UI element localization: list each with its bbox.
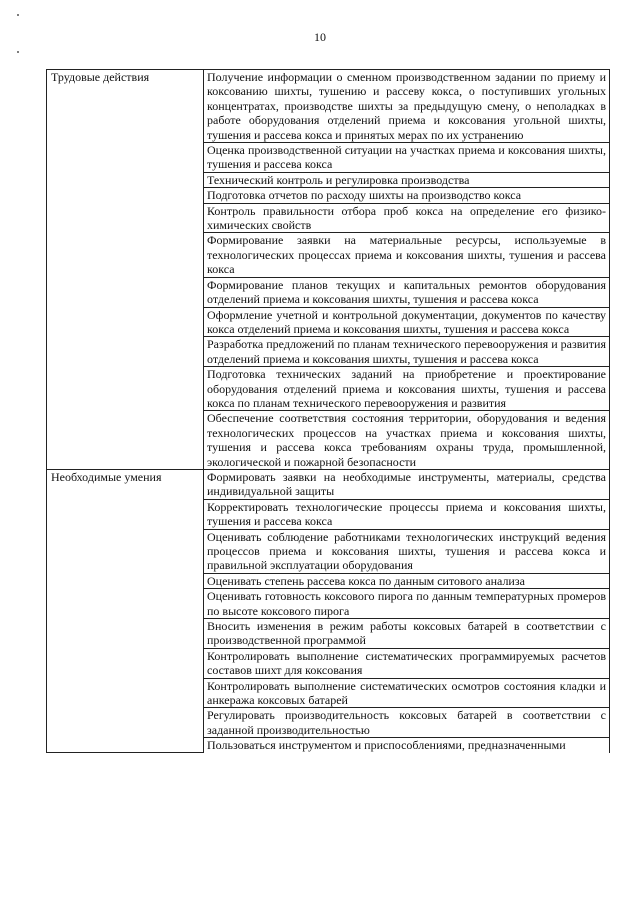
- section-label: Трудовые действия: [47, 70, 204, 470]
- item-text: Получение информации о сменном производственном задании по приему и коксованию шихты, тушению и рассеву кокса, о поступивших угольных концентратах, производстве шихты за предыдущую смену, о неполадках в работе оборудования отделений приема и коксования угольной шихты, тушения и рассева кокса и принятых мерах по их устранению: [204, 70, 610, 143]
- item-text: Пользоваться инструментом и приспособлениями, предназначенными: [204, 738, 610, 753]
- item-text: Подготовка технических заданий на приобретение и проектирование оборудования отделений приема и коксования шихты, тушения и рассева кокса по планам технического перевооружения и развития: [204, 367, 610, 411]
- item-text: Контролировать выполнение систематических программируемых расчетов составов шихт для коксования: [204, 648, 610, 678]
- item-text: Обеспечение соответствия состояния территории, оборудования и ведения технологических процессов на участках приема и коксования шихты, тушения и рассева кокса требованиям охраны труда, промышленной, экологической и пожарной безопасности: [204, 411, 610, 470]
- scan-speck: [17, 14, 19, 16]
- section-label: Необходимые умения: [47, 469, 204, 752]
- document-table: [46, 69, 610, 753]
- item-text: Подготовка отчетов по расходу шихты на производство кокса: [204, 188, 610, 203]
- item-text: Корректировать технологические процессы приема и коксования шихты, тушения и рассева кокса: [204, 499, 610, 529]
- item-text: Технический контроль и регулировка производства: [204, 172, 610, 187]
- item-text: Формировать заявки на необходимые инструменты, материалы, средства индивидуальной защиты: [204, 469, 610, 499]
- item-text: Вносить изменения в режим работы коксовых батарей в соответствии с производственной программой: [204, 619, 610, 649]
- item-text: Регулировать производительность коксовых батарей в соответствии с заданной производительностью: [204, 708, 610, 738]
- item-text: Формирование заявки на материальные ресурсы, используемые в технологических процессах приема и коксования шихты, тушения и рассева кокса: [204, 233, 610, 277]
- scan-speck: [17, 51, 19, 53]
- item-text: Формирование планов текущих и капитальных ремонтов оборудования отделений приема и коксования шихты, тушения и рассева кокса: [204, 277, 610, 307]
- item-text: Оценивать готовность коксового пирога по данным температурных промеров по высоте коксового пирога: [204, 589, 610, 619]
- item-text: Контролировать выполнение систематических осмотров состояния кладки и анкеража коксовых батарей: [204, 678, 610, 708]
- table-row: [47, 70, 610, 143]
- item-text: Оценивать соблюдение работниками технологических инструкций ведения процессов приема и коксования шихты, тушения и рассева кокса и правильной эксплуатации оборудования: [204, 529, 610, 573]
- item-text: Оценка производственной ситуации на участках приема и коксования шихты, тушения и рассева кокса: [204, 143, 610, 173]
- page-number: 10: [314, 30, 326, 44]
- item-text: Контроль правильности отбора проб кокса на определение его физико-химических свойств: [204, 203, 610, 233]
- item-text: Оценивать степень рассева кокса по данным ситового анализа: [204, 573, 610, 588]
- item-text: Оформление учетной и контрольной документации, документов по качеству кокса отделений приема и коксования шихты, тушения и рассева кокса: [204, 307, 610, 337]
- table-row: [47, 469, 610, 499]
- item-text: Разработка предложений по планам технического перевооружения и развития отделений приема и коксования шихты, тушения и рассева кокса: [204, 337, 610, 367]
